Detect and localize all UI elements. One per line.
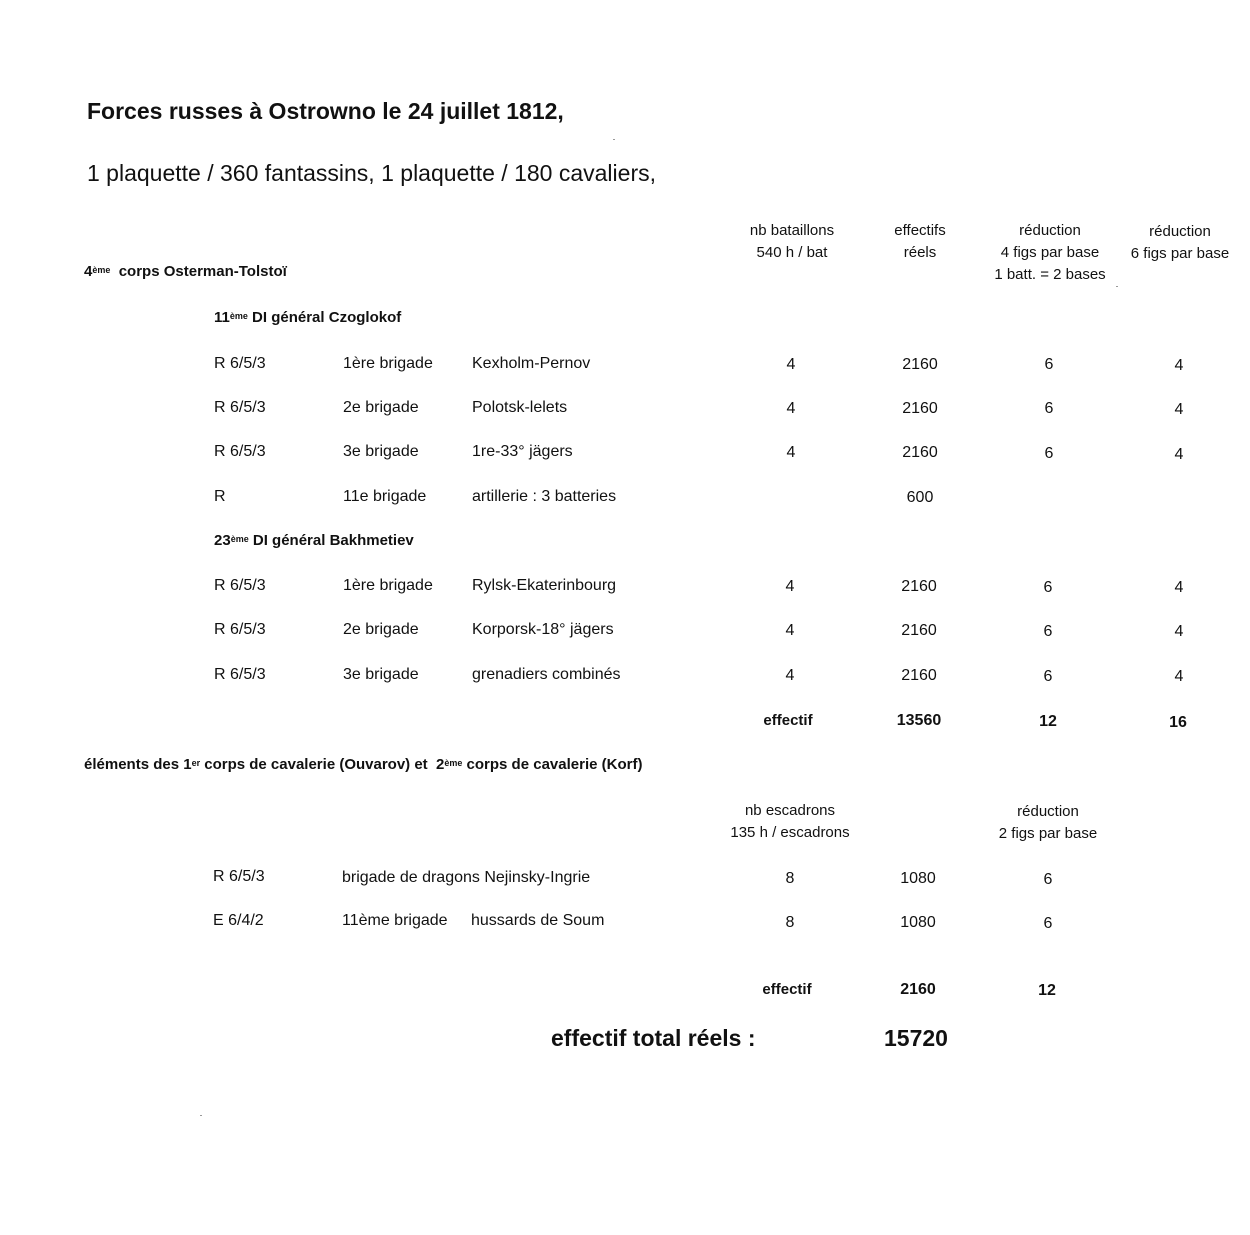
cell-brigade: 1ère brigade (343, 355, 433, 372)
cell-reduction-4: 6 (1043, 668, 1053, 685)
cell-effectif: 1080 (900, 914, 936, 931)
cell-brigade: 2e brigade (343, 399, 419, 416)
corps-heading: 4ème corps Osterman-Tolstoï (84, 263, 287, 280)
cell-reduction-6: 4 (1174, 357, 1184, 374)
cell-reduction-4: 6 (1044, 445, 1054, 462)
cell-reduction-2: 6 (1043, 871, 1053, 888)
cell-reduction-4: 6 (1044, 356, 1054, 373)
cell-bataillons: 4 (785, 667, 795, 684)
cell-unit: 1re-33° jägers (472, 443, 573, 460)
grand-total-label: effectif total réels : (551, 1025, 756, 1051)
cell-code: R (214, 488, 226, 505)
cell-code: R 6/5/3 (213, 868, 265, 885)
cavalry-total-effectif: 2160 (900, 981, 936, 998)
cell-code: R 6/5/3 (214, 577, 266, 594)
header-effectifs: effectifs réels (894, 222, 946, 261)
cell-unit: Rylsk-Ekaterinbourg (472, 577, 617, 594)
cell-reduction-4: 6 (1043, 579, 1053, 596)
cell-effectif: 2160 (901, 578, 937, 595)
cell-escadrons: 8 (785, 914, 795, 931)
cell-brigade: 3e brigade (343, 443, 419, 460)
cell-brigade: 3e brigade (343, 666, 419, 683)
cell-brigade: 11e brigade (343, 488, 427, 505)
cell-bataillons: 4 (786, 356, 796, 373)
cell-effectif: 2160 (902, 356, 938, 373)
cell-code: E 6/4/2 (213, 912, 264, 929)
cell-brigade: brigade de dragons Nejinsky-Ingrie (342, 869, 591, 886)
cell-reduction-6: 4 (1174, 623, 1184, 640)
cell-reduction-4: 6 (1044, 400, 1054, 417)
cell-brigade: 11ème brigade (342, 912, 448, 929)
cell-effectif: 600 (906, 489, 934, 506)
cell-reduction-4: 6 (1043, 623, 1053, 640)
infantry-total-effectif: 13560 (896, 712, 942, 729)
grand-total-value: 15720 (884, 1025, 948, 1051)
scan-speck (1116, 286, 1118, 287)
cell-unit: artillerie : 3 batteries (472, 488, 617, 505)
cell-reduction-2: 6 (1043, 915, 1053, 932)
cell-code: R 6/5/3 (214, 443, 266, 460)
cavalry-heading: éléments des 1er corps de cavalerie (Ouvarov) et 2ème corps de cavalerie (Korf) (84, 756, 643, 773)
page-title: Forces russes à Ostrowno le 24 juillet 1812, (87, 98, 564, 124)
cavalry-total-label: effectif (762, 981, 812, 998)
cell-bataillons: 4 (785, 622, 795, 639)
cell-code: R 6/5/3 (214, 399, 266, 416)
cell-unit: Polotsk-lelets (472, 399, 568, 416)
cell-reduction-6: 4 (1174, 579, 1184, 596)
cell-bataillons: 4 (786, 444, 796, 461)
cell-code: R 6/5/3 (214, 621, 266, 638)
infantry-total-label: effectif (763, 712, 813, 729)
cell-reduction-6: 4 (1174, 401, 1184, 418)
cell-reduction-6: 4 (1174, 668, 1184, 685)
infantry-total-reduction-4: 12 (1039, 713, 1057, 730)
cell-bataillons: 4 (786, 400, 796, 417)
cell-unit: grenadiers combinés (472, 666, 621, 683)
cell-unit: Korporsk-18° jägers (472, 621, 614, 638)
cell-unit: Kexholm-Pernov (472, 355, 591, 372)
cell-escadrons: 8 (785, 870, 795, 887)
cell-effectif: 2160 (901, 667, 937, 684)
cell-unit: hussards de Soum (471, 912, 605, 929)
cell-bataillons: 4 (785, 578, 795, 595)
cell-brigade: 2e brigade (343, 621, 419, 638)
cell-effectif: 2160 (901, 622, 937, 639)
header-reduction-4: réduction 4 figs par base 1 batt. = 2 bases (994, 222, 1106, 283)
infantry-total-reduction-6: 16 (1169, 714, 1187, 731)
page-subtitle: 1 plaquette / 360 fantassins, 1 plaquette / 180 cavaliers, (87, 160, 656, 186)
header-escadrons: nb escadrons 135 h / escadrons (730, 802, 850, 841)
division-11-heading: 11ème DI général Czoglokof (214, 309, 402, 326)
header-bataillons: nb bataillons 540 h / bat (749, 222, 835, 261)
cell-effectif: 2160 (902, 400, 938, 417)
scan-speck (200, 1115, 202, 1116)
cell-effectif: 2160 (902, 444, 938, 461)
cell-brigade: 1ère brigade (343, 577, 433, 594)
division-23-heading: 23ème DI général Bakhmetiev (214, 532, 414, 549)
scan-speck (613, 139, 615, 140)
header-reduction-2: réduction 2 figs par base (998, 803, 1098, 842)
cavalry-total-reduction-2: 12 (1038, 982, 1056, 999)
header-reduction-6: réduction 6 figs par base (1130, 223, 1230, 262)
cell-code: R 6/5/3 (214, 355, 266, 372)
cell-code: R 6/5/3 (214, 666, 266, 683)
cell-reduction-6: 4 (1174, 446, 1184, 463)
cell-effectif: 1080 (900, 870, 936, 887)
